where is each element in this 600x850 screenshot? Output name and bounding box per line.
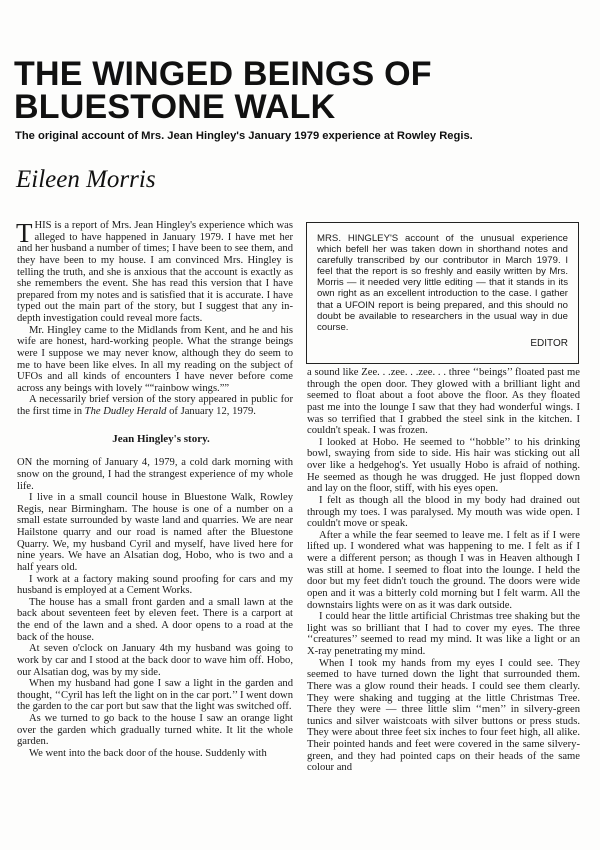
story-paragraph: The house has a small front garden and a small lawn at the back about seventeen feet by eleven feet. There is a carport at the end of the lawn and a shed. A door opens to a road at the back of the house. [17, 596, 293, 643]
story-paragraph: As we turned to go back to the house I saw an orange light over the garden which gradually turned white. It lit the whole garden. [17, 713, 293, 748]
newspaper-title: The Dudley Herald [84, 406, 167, 417]
story-paragraph: I could hear the little artificial Christmas tree shaking but the light was so brilliant that I had to cover my eyes. The three ‘‘creatures’’ seemed to read my mind. It was like a light or an X-ray penetrating my mind. [307, 611, 580, 657]
article-subtitle: The original account of Mrs. Jean Hingley's January 1979 experience at Rowley Regis. [15, 130, 473, 142]
story-paragraph: ON the morning of January 4, 1979, a cold dark morning with snow on the ground, I had the strangest experience of my whole life. [17, 457, 293, 492]
story-paragraph: I looked at Hobo. He seemed to ‘‘hobble’’ to his drinking bowl, swaying from side to side. His hair was sticking out all over like a hedgehog's. Yet usually Hobo is afraid of nothing. He seemed as though he was drugged. He just flopped down and lay on the floor, stiff, with his eyes open. [307, 436, 580, 495]
story-paragraph: When I took my hands from my eyes I could see. They seemed to have turned down the light that surrounded them. There was a glow round their heads. I could see them clearly. They were shaking and tugging at the little Christmas Tree. There they were — three little slim ‘‘men’’ in silvery-green tunics and silver waistcoats with silver buttons or press studs. They were about three feet six inches to four feet high, all alike. Their pointed hands and feet were covered in the same silvery-green, and they had pointed caps on their heads of the same colour and [307, 657, 580, 774]
drop-cap: T [16, 218, 33, 248]
left-column [17, 220, 293, 760]
intro-paragraph-3 [17, 394, 293, 417]
story-paragraph: a sound like Zee. . .zee. . .zee. . . three ‘‘beings’’ floated past me through the open door. They glowed with a brilliant light and seemed to float about a foot above the floor. As they floated past me into the lounge I saw that they had wonderful wings. I was so terrified that I grabbed the steel sink in the kitchen. I couldn't speak. I was frozen. [307, 367, 580, 437]
author-byline: Eileen Morris [16, 166, 156, 193]
editor-note-text: MRS. HINGLEY'S account of the unusual experience which befell her was taken down in shorthand notes and carefully transcribed by our contributor in March 1979. I feel that the report is so freshly and easily written by Mrs. Morris — it needed very little editing — that it stands in its own right as an excellent introduction to the case. I gather that a UFOIN report is being prepared, and this should no doubt be available to researchers in the usual way in due course. [317, 233, 568, 333]
story-paragraph: I live in a small council house in Bluestone Walk, Rowley Regis, near Birmingham. The house is one of a number on a small estate surrounded by waste land and quarries. We are near Hailstone quarry and our road is named after the Bluestone Quarry. We, my husband Cyril and myself, have lived here for nine years. We have an Alsatian dog, Hobo, who is two and a half years old. [17, 492, 293, 573]
story-paragraph: When my husband had gone I saw a light in the garden and thought, ‘‘Cyril has left the light on in the car port.’’ I went down the garden to the car port but saw that the light was switched off. [17, 678, 293, 713]
right-column [307, 367, 580, 774]
editor-note-box [306, 222, 579, 364]
intro-paragraph-2: Mr. Hingley came to the Midlands from Kent, and he and his wife are honest, hard-working people. What the strange beings were I suppose we may never know, although they do seem to me to have been like elves. In all my reading on the subject of UFOs and all kinds of encounters I have never before come across any beings with lovely ““rainbow wings.”” [17, 324, 293, 394]
story-paragraph: I felt as though all the blood in my body had drained out through my toes. I was paralysed. My mouth was wide open. I couldn't move or speak. [307, 494, 580, 530]
article-title-line-2: BLUESTONE WALK [14, 88, 336, 126]
editor-signature: EDITOR [530, 337, 568, 349]
section-heading: Jean Hingley's story. [112, 432, 210, 445]
story-paragraph: I work at a factory making sound proofing for cars and my husband is employed at a Cement Works. [17, 573, 293, 597]
intro-p3-before: A necessarily brief version of the story appeared in public for the first time in [17, 394, 293, 417]
story-paragraph: After a while the fear seemed to leave me. I felt as if I were lifted up. I wondered what was happening to me. I felt as if I were a different person; as though I was in Heaven although I was still at home. I seemed to float into the lounge. I held the door but my feet didn't touch the ground. The doors were wide open and it was a bitterly cold morning but I felt warm. All the downstairs lights were on as it was dark outside. [307, 529, 580, 611]
article-title-line-1: THE WINGED BEINGS OF [14, 55, 432, 93]
intro-paragraph-1-text: HIS is a report of Mrs. Jean Hingley's experience which was alleged to have happened in January 1979. I have met her and her husband a number of times; I have been to see them, and they have been to my house. I am convinced Mrs. Hingley is telling the truth, and she is anxious that the account is exactly as she remembers the event. She has read this version that I have prepared from my notes and is satisfied that it is accurate. I have typed out the main part of the story, but I suggest that any in-depth investigation could reveal more facts. [17, 220, 293, 324]
story-paragraph: We went into the back door of the house. Suddenly with [29, 747, 267, 759]
story-paragraph: At seven o'clock on January 4th my husband was going to work by car and I stood at the back door to wave him off. Hobo, our Alsatian dog, was by my side. [17, 643, 293, 678]
article-title [14, 55, 574, 126]
intro-paragraph-1 [17, 220, 293, 325]
intro-p3-after: of January 12, 1979. [166, 406, 256, 417]
